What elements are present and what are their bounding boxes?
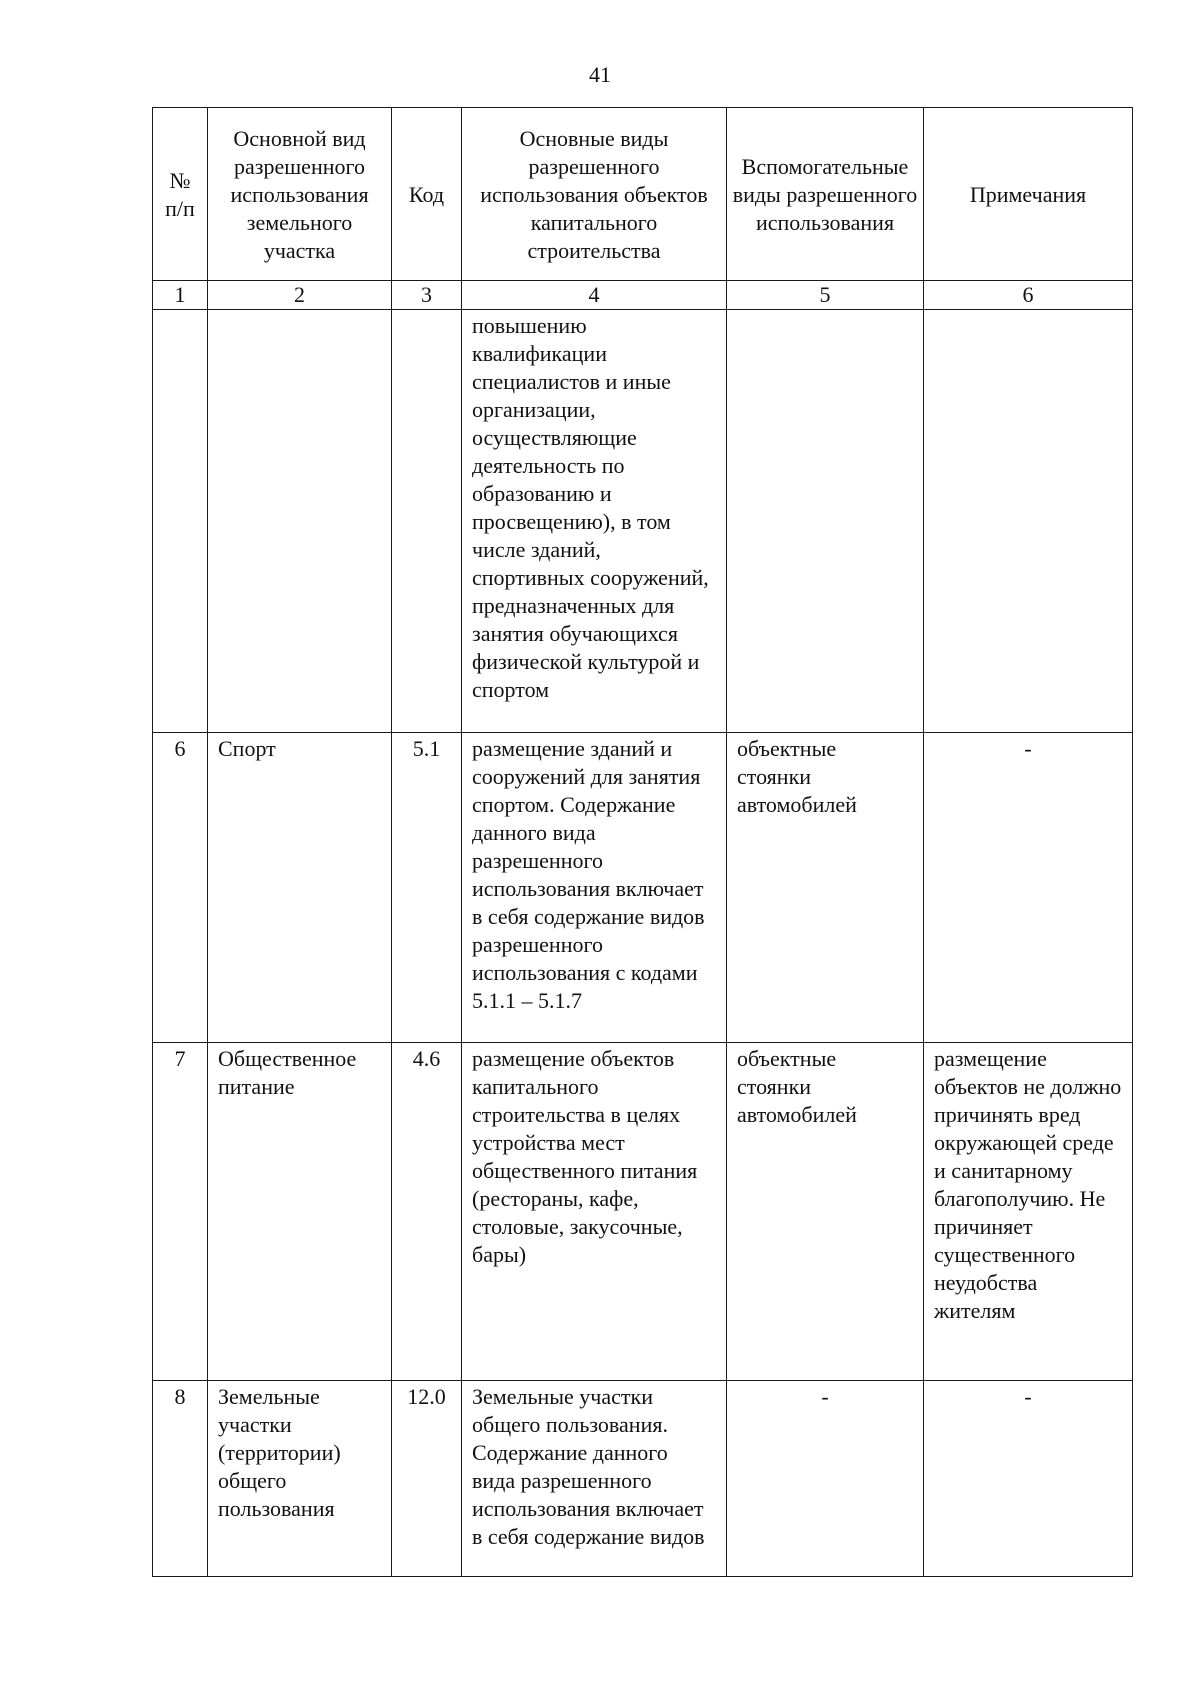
table-row bbox=[153, 310, 1133, 733]
row-aux: объектные стоянки автомобилей bbox=[727, 1043, 924, 1381]
table-header bbox=[153, 108, 1133, 281]
row-code: 5.1 bbox=[392, 733, 462, 1043]
column-number: 2 bbox=[208, 281, 392, 310]
row-name: Спорт bbox=[208, 733, 392, 1043]
table-row bbox=[153, 1381, 1133, 1577]
header-main-use: Основной вид разрешенного использования земельного участка bbox=[208, 108, 392, 281]
column-number: 5 bbox=[727, 281, 924, 310]
column-number: 6 bbox=[924, 281, 1133, 310]
column-number: 1 bbox=[153, 281, 208, 310]
row-num: 8 bbox=[153, 1381, 208, 1577]
page-number: 41 bbox=[589, 62, 611, 87]
table-row bbox=[153, 1043, 1133, 1381]
row-notes: - bbox=[924, 733, 1133, 1043]
row-num bbox=[153, 310, 208, 733]
row-name: Общественное питание bbox=[208, 1043, 392, 1381]
column-number: 3 bbox=[392, 281, 462, 310]
header-main-types: Основные виды разрешенного использования объектов капитального строительства bbox=[462, 108, 727, 281]
column-numbers-row bbox=[153, 281, 1133, 310]
row-notes: размещение объектов не должно причинять вред окружающей среде и санитарному благополучию. Не причиняет существенного неудобства жителям bbox=[924, 1043, 1133, 1381]
row-aux: - bbox=[727, 1381, 924, 1577]
row-num: 6 bbox=[153, 733, 208, 1043]
row-notes: - bbox=[924, 1381, 1133, 1577]
header-code: Код bbox=[392, 108, 462, 281]
row-main: Земельные участки общего пользования. Содержание данного вида разрешенного использования включает в себя содержание видов bbox=[462, 1381, 727, 1577]
land-use-table bbox=[152, 107, 1133, 1577]
header-num: № п/п bbox=[153, 108, 208, 281]
row-main: повышению квалификации специалистов и иные организации, осуществляющие деятельность по образованию и просвещению), в том числе зданий, спортивных сооружений, предназначенных для занятия обучающихся физической культурой и спортом bbox=[462, 310, 727, 733]
table-row bbox=[153, 733, 1133, 1043]
row-aux bbox=[727, 310, 924, 733]
row-name: Земельные участки (территории) общего пользования bbox=[208, 1381, 392, 1577]
header-notes: Примечания bbox=[924, 108, 1133, 281]
row-code bbox=[392, 310, 462, 733]
row-aux: объектные стоянки автомобилей bbox=[727, 733, 924, 1043]
row-name bbox=[208, 310, 392, 733]
column-number: 4 bbox=[462, 281, 727, 310]
row-code: 12.0 bbox=[392, 1381, 462, 1577]
row-code: 4.6 bbox=[392, 1043, 462, 1381]
row-notes bbox=[924, 310, 1133, 733]
row-main: размещение объектов капитального строительства в целях устройства мест общественного питания (рестораны, кафе, столовые, закусочные, бары) bbox=[462, 1043, 727, 1381]
row-main: размещение зданий и сооружений для занятия спортом. Содержание данного вида разрешенного использования включает в себя содержание видов разрешенного использования с кодами 5.1.1 – 5.1.7 bbox=[462, 733, 727, 1043]
header-aux-types: Вспомогательные виды разрешенного использования bbox=[727, 108, 924, 281]
row-num: 7 bbox=[153, 1043, 208, 1381]
